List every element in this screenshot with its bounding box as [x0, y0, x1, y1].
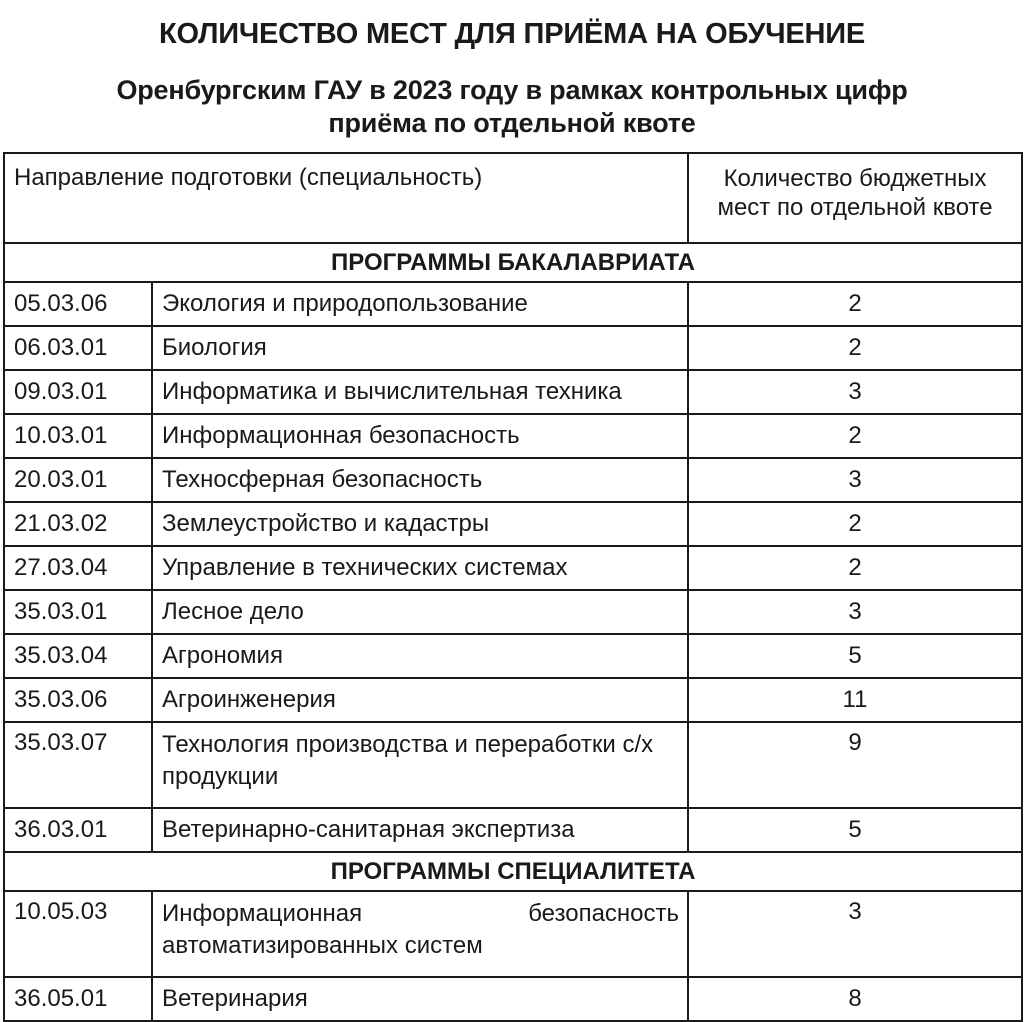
row-name: Агроинженерия	[152, 678, 688, 722]
row-code: 05.03.06	[4, 282, 152, 326]
table-row	[4, 808, 1022, 852]
table-row	[4, 282, 1022, 326]
row-count: 5	[688, 808, 1022, 852]
row-count: 2	[688, 546, 1022, 590]
row-count: 3	[688, 458, 1022, 502]
row-count: 2	[688, 502, 1022, 546]
row-count: 11	[688, 678, 1022, 722]
table-row	[4, 722, 1022, 808]
table-row	[4, 634, 1022, 678]
page-title: КОЛИЧЕСТВО МЕСТ ДЛЯ ПРИЁМА НА ОБУЧЕНИЕ	[158, 18, 866, 50]
table-row	[4, 891, 1022, 977]
row-count: 2	[688, 326, 1022, 370]
row-count: 3	[688, 370, 1022, 414]
row-code: 35.03.06	[4, 678, 152, 722]
table-row	[4, 977, 1022, 1021]
row-code: 36.03.01	[4, 808, 152, 852]
row-name: Ветеринарно-санитарная экспертиза	[152, 808, 688, 852]
row-count: 3	[688, 590, 1022, 634]
row-name: Информационная безопасность	[152, 414, 688, 458]
row-code: 27.03.04	[4, 546, 152, 590]
table-row	[4, 502, 1022, 546]
row-code: 10.03.01	[4, 414, 152, 458]
page-subtitle	[0, 74, 1024, 140]
row-name: Лесное дело	[152, 590, 688, 634]
header-count	[688, 153, 1022, 243]
row-code: 10.05.03	[4, 891, 152, 977]
table-header-row	[4, 153, 1022, 243]
section-bachelor: ПРОГРАММЫ БАКАЛАВРИАТА	[4, 243, 1022, 282]
subtitle-line-1: Оренбургским ГАУ в 2023 году в рамках контрольных цифр	[116, 75, 908, 105]
row-count: 2	[688, 414, 1022, 458]
row-name: Технология производства и переработки с/х продукции	[152, 722, 688, 808]
section-specialist: ПРОГРАММЫ СПЕЦИАЛИТЕТА	[4, 852, 1022, 891]
table-row	[4, 590, 1022, 634]
table-row	[4, 678, 1022, 722]
table-row	[4, 458, 1022, 502]
row-code: 21.03.02	[4, 502, 152, 546]
row-name: Агрономия	[152, 634, 688, 678]
section-row	[4, 852, 1022, 891]
row-count: 5	[688, 634, 1022, 678]
header-count-line-1: Количество бюджетных	[723, 165, 987, 192]
row-code: 06.03.01	[4, 326, 152, 370]
header-count-line-2: мест по отдельной квоте	[717, 194, 993, 221]
row-name: Управление в технических системах	[152, 546, 688, 590]
row-code: 20.03.01	[4, 458, 152, 502]
table-row	[4, 546, 1022, 590]
row-name: Экология и природопользование	[152, 282, 688, 326]
header-direction: Направление подготовки (специальность)	[4, 153, 688, 243]
row-name: Ветеринария	[152, 977, 688, 1021]
row-code: 36.05.01	[4, 977, 152, 1021]
row-code: 09.03.01	[4, 370, 152, 414]
row-count: 2	[688, 282, 1022, 326]
row-name: Информационная безопасность автоматизированных систем	[152, 891, 688, 977]
table-row	[4, 326, 1022, 370]
row-count: 8	[688, 977, 1022, 1021]
row-name: Землеустройство и кадастры	[152, 502, 688, 546]
subtitle-line-2: приёма по отдельной квоте	[328, 108, 696, 138]
quota-table	[3, 152, 1023, 1022]
row-code: 35.03.07	[4, 722, 152, 808]
row-name: Информатика и вычислительная техника	[152, 370, 688, 414]
row-count: 3	[688, 891, 1022, 977]
row-code: 35.03.01	[4, 590, 152, 634]
row-name: Биология	[152, 326, 688, 370]
section-row	[4, 243, 1022, 282]
table-row	[4, 414, 1022, 458]
table-row	[4, 370, 1022, 414]
row-code: 35.03.04	[4, 634, 152, 678]
row-count: 9	[688, 722, 1022, 808]
row-name: Техносферная безопасность	[152, 458, 688, 502]
